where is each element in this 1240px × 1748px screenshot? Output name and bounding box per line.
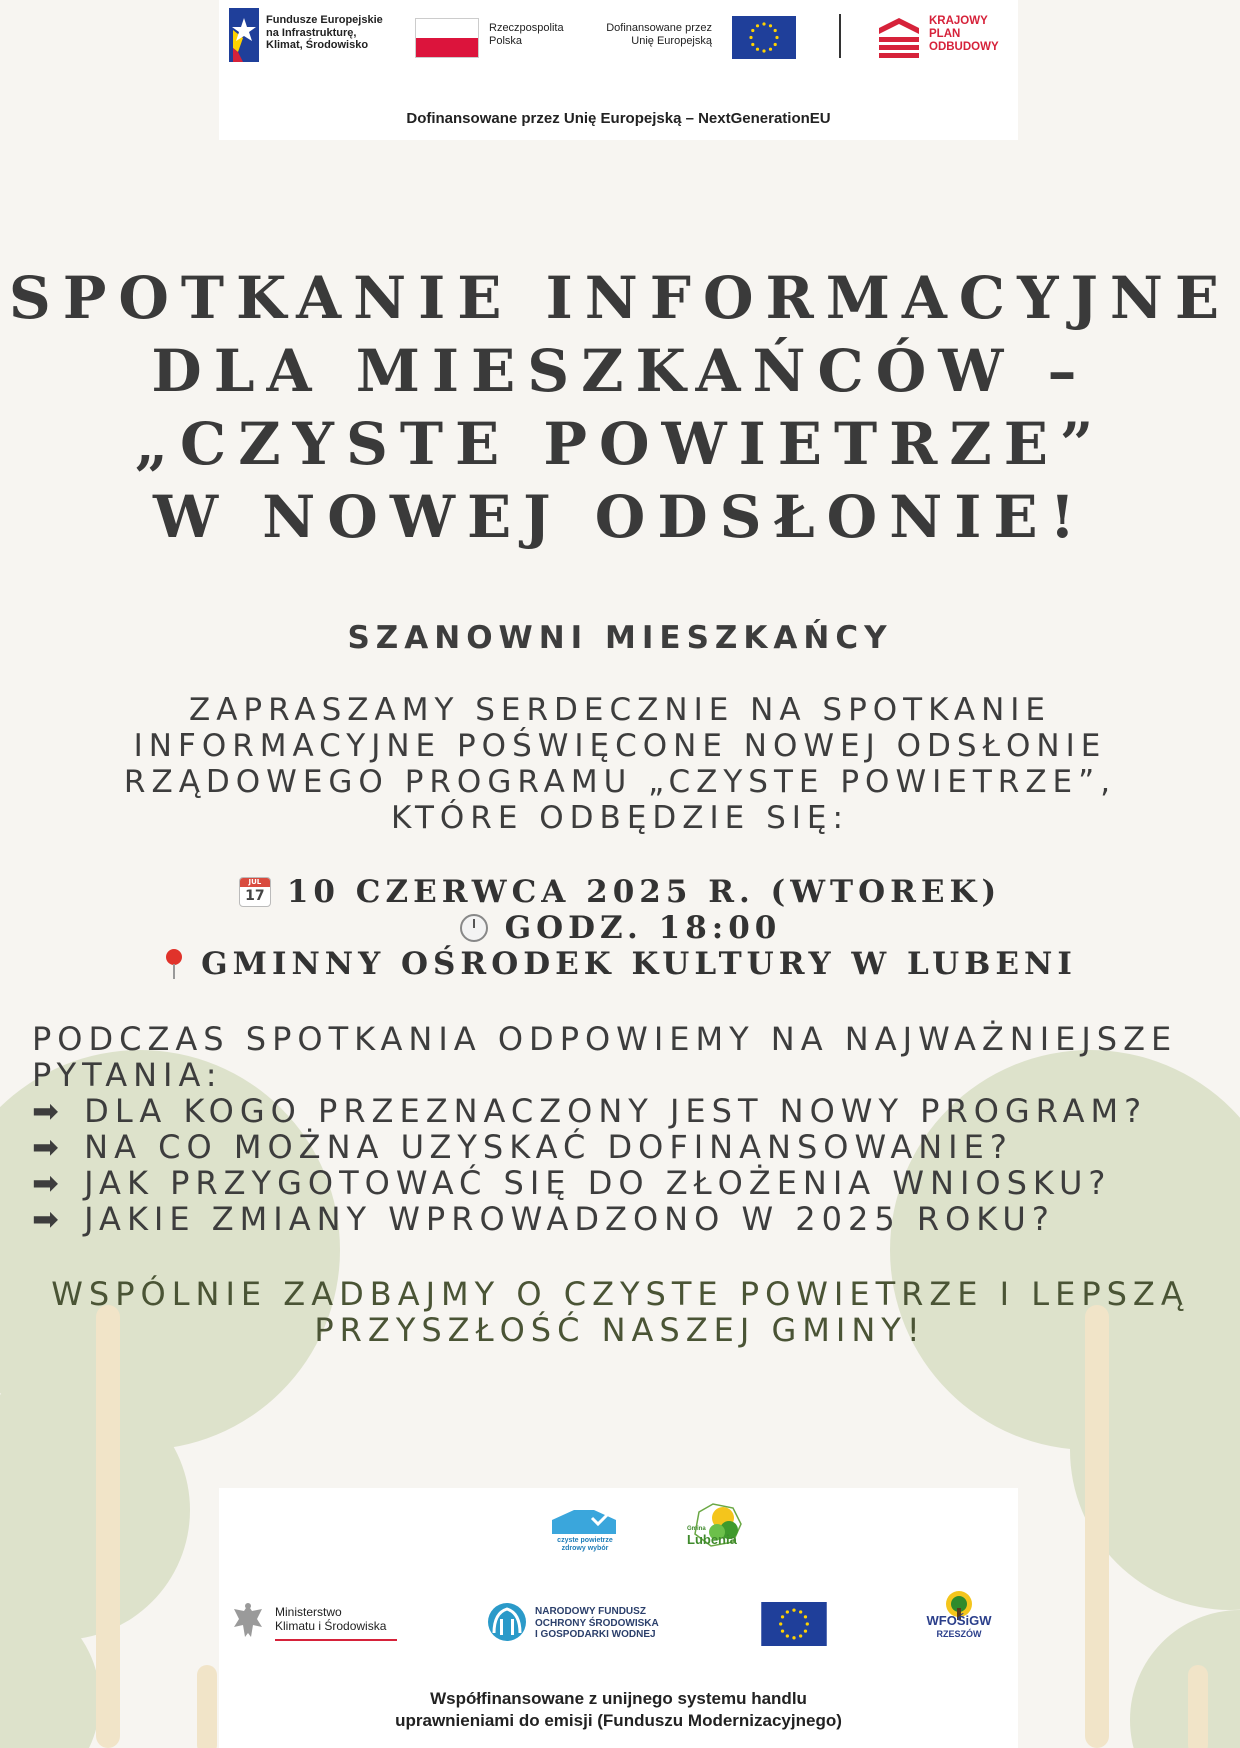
event-place: GMINNY OŚRODEK KULTURY W LUBENI xyxy=(201,946,1077,982)
eu-logo-line: Dofinansowane przez xyxy=(606,22,712,34)
gmina-logo-small: Gmina xyxy=(687,1526,706,1532)
fe-logo-line: Klimat, Środowisko xyxy=(266,39,369,52)
wfos-logo-city: RZESZÓW xyxy=(936,1628,982,1639)
eu-flag-icon xyxy=(761,1602,827,1646)
gmina-logo-name: Lubenia xyxy=(687,1531,737,1547)
event-date: 10 CZERWCA 2025 R. (WTOREK) xyxy=(286,874,1002,910)
logo-separator xyxy=(839,14,841,58)
arrow-right-icon: ➡ xyxy=(32,1164,65,1202)
title-line: W NOWEJ ODSŁONIE! xyxy=(152,483,1088,551)
closing-line: PRZYSZŁOŚĆ NASZEJ GMINY! xyxy=(314,1311,926,1349)
invitation-line: INFORMACYJNE POŚWIĘCONE NOWEJ ODSŁONIE xyxy=(133,728,1107,764)
arrow-right-icon: ➡ xyxy=(32,1092,65,1130)
eu-flag-icon xyxy=(732,16,796,59)
invitation-line: KTÓRE ODBĘDZIE SIĘ: xyxy=(391,800,849,836)
event-time: GODZ. 18:00 xyxy=(504,910,782,946)
invitation-text xyxy=(0,692,1240,836)
footer-caption-line: Współfinansowane z unijnego systemu handlu xyxy=(430,1689,807,1708)
footer-caption xyxy=(219,1688,1018,1732)
nfos-logo-line: NARODOWY FUNDUSZ xyxy=(535,1606,646,1617)
poland-flag-icon xyxy=(415,18,479,58)
tree-crown-bottom-right xyxy=(1130,1610,1240,1748)
pin-icon xyxy=(163,948,185,980)
questions-intro-line: PODCZAS SPOTKANIA ODPOWIEMY NA NAJWAŻNIEJSZE xyxy=(32,1020,1178,1058)
page-title xyxy=(0,262,1240,554)
cp-logo-line: czyste powietrze xyxy=(557,1537,613,1544)
invitation-line: ZAPRASZAMY SERDECZNIE NA SPOTKANIE xyxy=(188,692,1052,728)
arrow-right-icon: ➡ xyxy=(32,1200,65,1238)
question-text: JAKIE ZMIANY WPROWADZONO W 2025 ROKU? xyxy=(84,1200,1055,1238)
greeting: SZANOWNI MIESZKAŃCY xyxy=(347,620,893,656)
ministry-logo-line: Ministerstwo xyxy=(275,1605,342,1619)
nfosigw-logo-icon xyxy=(486,1601,528,1643)
calendar-month: JUL xyxy=(240,878,270,887)
kpo-logo-line: PLAN xyxy=(929,28,961,41)
header-caption: Dofinansowane przez Unię Europejską – NextGenerationEU xyxy=(406,110,831,127)
event-place-row xyxy=(0,946,1240,982)
fe-logo-line: na Infrastrukturę, xyxy=(266,26,357,39)
kpo-logo-line: ODBUDOWY xyxy=(929,41,999,54)
list-item xyxy=(32,1129,1232,1165)
list-item xyxy=(32,1093,1232,1129)
title-line: SPOTKANIE INFORMACYJNE xyxy=(8,264,1232,332)
wfos-logo-line: WFOŚiGW xyxy=(926,1613,992,1628)
question-text: NA CO MOŻNA UZYSKAĆ DOFINANSOWANIE? xyxy=(84,1128,1013,1166)
list-item xyxy=(32,1201,1232,1237)
ministry-red-line xyxy=(275,1639,397,1641)
question-text: JAK PRZYGOTOWAĆ SIĘ DO ZŁOŻENIA WNIOSKU? xyxy=(84,1164,1112,1202)
tree-trunk-left xyxy=(96,1305,120,1748)
title-line: „CZYSTE POWIETRZE” xyxy=(134,410,1106,478)
polish-eagle-icon xyxy=(231,1601,265,1641)
ministry-logo-line: Klimatu i Środowiska xyxy=(275,1618,387,1633)
closing-message xyxy=(0,1276,1240,1348)
czyste-powietrze-house-icon xyxy=(552,1510,616,1534)
tree-trunk-small-right xyxy=(1188,1665,1208,1748)
footer-logo-panel xyxy=(219,1488,1018,1748)
tree-trunk-small-left xyxy=(197,1665,217,1748)
rp-logo-line: Polska xyxy=(489,34,523,47)
tree-trunk-right xyxy=(1085,1305,1109,1748)
event-time-row xyxy=(0,910,1240,946)
calendar-day: 17 xyxy=(245,888,265,904)
nfos-logo-line: I GOSPODARKI WODNEJ xyxy=(535,1629,656,1640)
list-item xyxy=(32,1165,1232,1201)
event-date-row xyxy=(0,874,1240,910)
fe-logo-line: Fundusze Europejskie xyxy=(266,14,383,26)
arrow-right-icon: ➡ xyxy=(32,1128,65,1166)
fe-star-logo-icon xyxy=(229,8,259,62)
questions-intro-line: PYTANIA: xyxy=(32,1056,223,1094)
header-logo-panel xyxy=(219,0,1018,140)
title-line: DLA MIESZKAŃCÓW – xyxy=(151,337,1089,405)
questions-section xyxy=(32,1021,1232,1237)
invitation-line: RZĄDOWEGO PROGRAMU „CZYSTE POWIETRZE”, xyxy=(123,764,1117,800)
eu-logo-line: Unię Europejską xyxy=(631,34,712,47)
nfos-logo-line: OCHRONY ŚRODOWISKA xyxy=(535,1617,659,1629)
clock-icon xyxy=(459,913,489,943)
kpo-logo-icon xyxy=(879,18,919,58)
rp-logo-line: Rzeczpospolita xyxy=(489,22,564,34)
question-text: DLA KOGO PRZEZNACZONY JEST NOWY PROGRAM? xyxy=(84,1092,1148,1130)
event-details xyxy=(0,874,1240,982)
closing-line: WSPÓLNIE ZADBAJMY O CZYSTE POWIETRZE I LEPSZĄ xyxy=(51,1275,1189,1313)
calendar-icon xyxy=(239,877,271,907)
footer-caption-line: uprawnieniami do emisji (Funduszu Modernizacyjnego) xyxy=(395,1711,842,1730)
cp-logo-line: zdrowy wybór xyxy=(561,1545,609,1553)
kpo-logo-line: KRAJOWY xyxy=(929,15,988,27)
